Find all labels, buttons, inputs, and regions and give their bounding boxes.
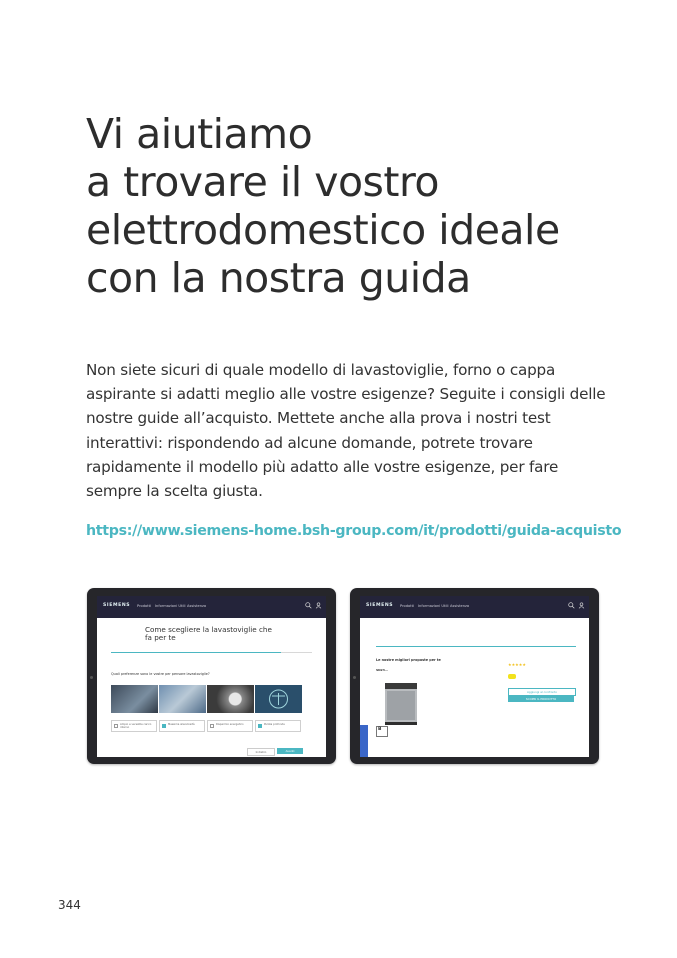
nav-products[interactable]: Prodotti xyxy=(400,603,414,608)
option-3[interactable] xyxy=(207,720,253,732)
guide-link[interactable]: https://www.siemens-home.bsh-group.com/it/prodotti/guida-acquisto xyxy=(86,523,622,539)
headline-line-3: elettrodomestico ideale xyxy=(86,206,560,254)
headline xyxy=(86,110,646,302)
breadcrumb-fill xyxy=(376,646,576,647)
quiz-title-line-2: fa per te xyxy=(145,633,176,642)
quiz-title-line-1: Come scegliere la lavastoviglie che xyxy=(145,625,272,634)
search-icon[interactable] xyxy=(305,602,312,609)
nav-info[interactable]: Informazioni Utili xyxy=(155,603,186,608)
energy-class: B xyxy=(378,727,382,732)
option-2[interactable] xyxy=(159,720,205,732)
tablet-left-screen xyxy=(97,596,326,757)
brand-logo: SIEMENS xyxy=(366,603,394,608)
back-button[interactable]: Indietro xyxy=(247,748,275,756)
option-1-checkbox[interactable] xyxy=(114,724,118,728)
option-1-label: Ampio e versatile carico interno xyxy=(120,723,152,729)
energy-badge xyxy=(508,674,516,679)
page-number: 344 xyxy=(58,898,81,912)
brand-logo: SIEMENS xyxy=(103,603,131,608)
option-2-checkbox[interactable] xyxy=(162,724,166,728)
feedback-tab[interactable] xyxy=(360,725,368,757)
option-3-checkbox[interactable] xyxy=(210,724,214,728)
site-navbar xyxy=(97,596,326,618)
headline-line-2: a trovare il vostro xyxy=(86,158,440,206)
photo-balance xyxy=(255,685,302,713)
energy-label xyxy=(376,726,388,737)
compare-button[interactable]: Aggiungi al confronto xyxy=(508,688,576,696)
photo-phone xyxy=(207,685,254,713)
option-1[interactable] xyxy=(111,720,157,732)
tablet-right xyxy=(350,588,599,764)
photo-dishes xyxy=(111,685,158,713)
quiz-title xyxy=(145,626,272,642)
tablet-left xyxy=(87,588,336,764)
user-icon[interactable] xyxy=(315,602,322,609)
rating-stars: ★★★★★ xyxy=(508,662,526,667)
dishwasher-image xyxy=(384,682,418,726)
option-3-label: Risparmio energetico xyxy=(216,723,244,726)
option-4-checkbox[interactable] xyxy=(258,724,262,728)
balance-icon xyxy=(255,685,302,713)
user-icon[interactable] xyxy=(578,602,585,609)
option-2-label: Massima silenziosità xyxy=(168,723,195,726)
search-icon[interactable] xyxy=(568,602,575,609)
headline-line-1: Vi aiutiamo xyxy=(86,110,313,158)
headline-line-4: con la nostra guida xyxy=(86,254,471,302)
nav-products[interactable]: Prodotti xyxy=(137,603,151,608)
product-code: SN23... xyxy=(376,668,389,672)
discover-product-button[interactable]: SCOPRI IL PRODOTTO xyxy=(508,696,574,702)
tablet-camera xyxy=(353,676,356,679)
option-4[interactable] xyxy=(255,720,301,732)
body-text: Non siete sicuri di quale modello di lavastoviglie, forno o cappa aspirante si adatti meglio alle vostre esigenze? Seguite i consigli delle nostre guide all’acquisto. Mettete anche alla prova i nostri test interattivi: rispondendo ad alcune domande, potrete trovare rapidamente il modello più adatto alle vostre esigenze, per fare sempre la scelta giusta. xyxy=(86,361,606,501)
option-4-label: Pulizia profonda xyxy=(264,723,285,726)
quiz-question: Quali preferenze sono le vostre per pensare lavastoviglie? xyxy=(111,672,210,676)
progress-fill xyxy=(111,652,281,653)
photo-dishwasher xyxy=(159,685,206,713)
tablet-right-screen xyxy=(360,596,589,757)
tablet-camera xyxy=(90,676,93,679)
nav-support[interactable]: Assistenza xyxy=(450,603,470,608)
nav-support[interactable]: Assistenza xyxy=(187,603,207,608)
site-navbar xyxy=(360,596,589,618)
nav-info[interactable]: Informazioni Utili xyxy=(418,603,449,608)
next-button[interactable]: Avanti xyxy=(277,748,303,754)
result-title: Le nostre migliori proposte per te xyxy=(376,658,441,662)
